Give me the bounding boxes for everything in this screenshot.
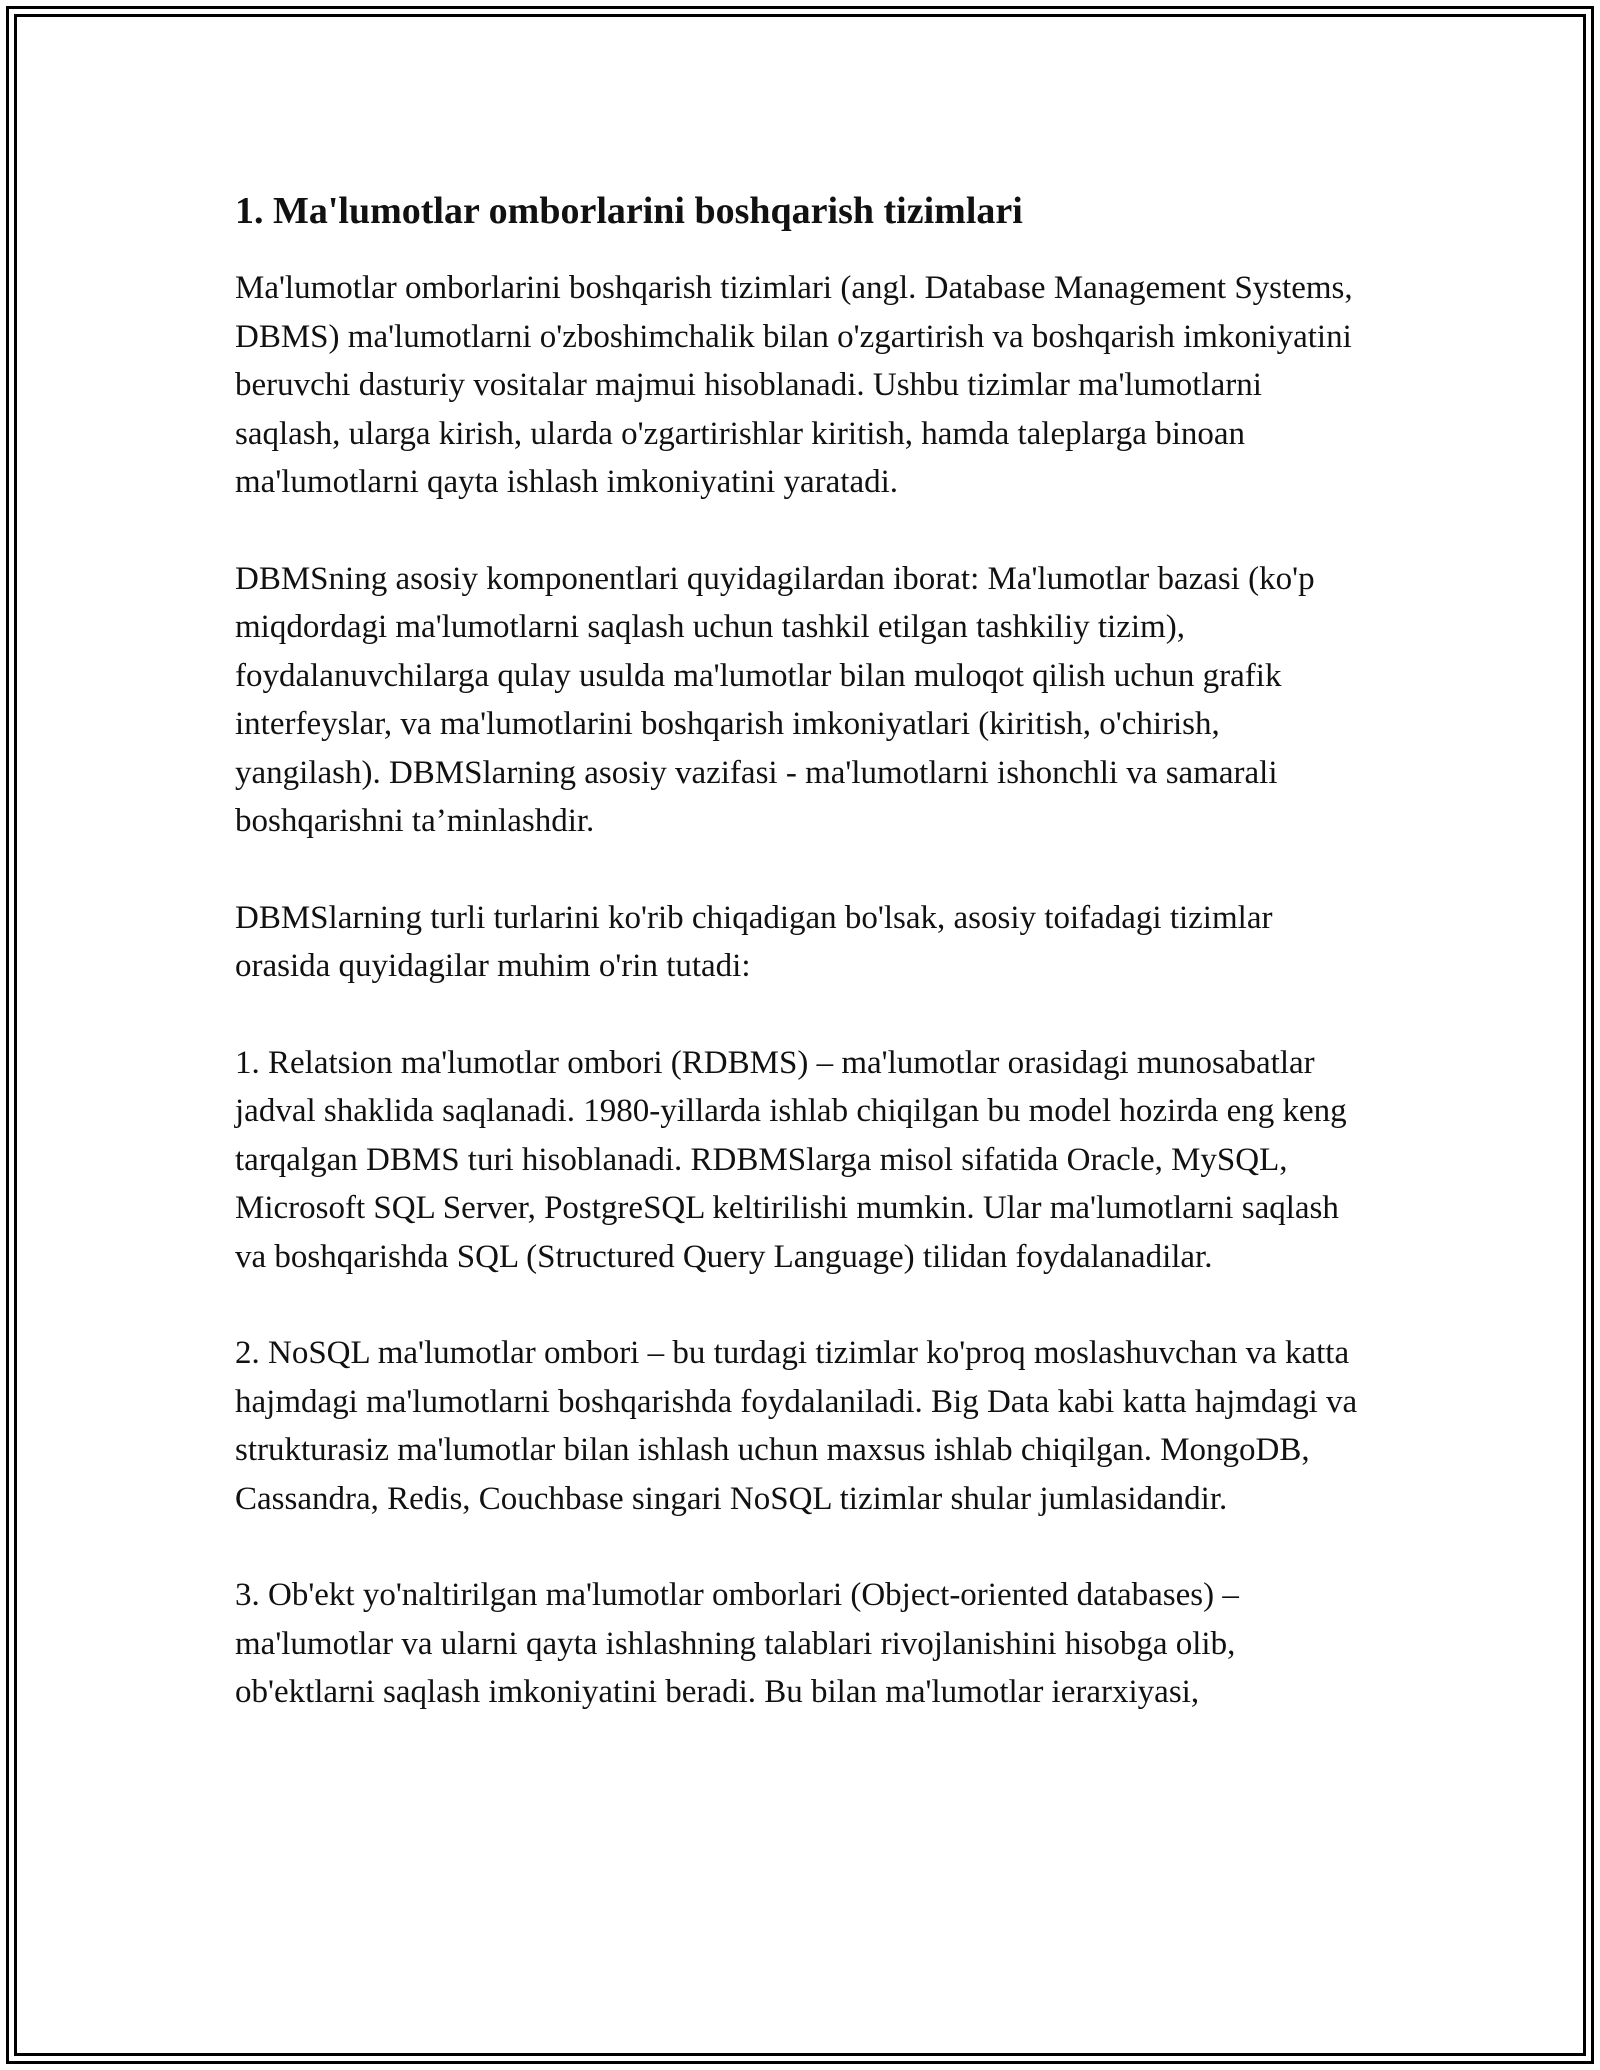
paragraph-nosql: 2. NoSQL ma'lumotlar ombori – bu turdagi tizimlar ko'proq moslashuvchan va katta hajmdagi ma'lumotlarni boshqarishda foydalaniladi. Big Data kabi katta hajmdagi va strukturasiz ma'lumotlar bilan ishlash uchun maxsus ishlab chiqilgan. MongoDB, Cassandra, Redis, Couchbase singari NoSQL tizimlar shular jumlasidandir. <box>235 1335 1358 1517</box>
paragraph-rdbms: 1. Relatsion ma'lumotlar ombori (RDBMS) – ma'lumotlar orasidagi munosabatlar jadval shaklida saqlanadi. 1980-yillarda ishlab chiqilgan bu model hozirda eng keng tarqalgan DBMS turi hisoblanadi. RDBMSlarga misol sifatida Oracle, MySQL, Microsoft SQL Server, PostgreSQL keltirilishi mumkin. Ular ma'lumotlarni saqlash va boshqarishda SQL (Structured Query Language) tilidan foydalanadilar. <box>235 1044 1347 1275</box>
document-body <box>235 186 1365 1765</box>
paragraph-object-oriented: 3. Ob'ekt yo'naltirilgan ma'lumotlar omborlari (Object-oriented databases) – ma'lumotlar va ularni qayta ishlashning talablari rivojlanishini hisobga olib, ob'ektlarni saqlash imkoniyatini beradi. Bu bilan ma'lumotlar ierarxiyasi, <box>235 1577 1239 1710</box>
section-heading: 1. Ma'lumotlar omborlarini boshqarish tizimlari <box>235 190 1023 232</box>
paragraph-dbms-components: DBMSning asosiy komponentlari quyidagilardan iborat: Ma'lumotlar bazasi (ko'p miqdordagi ma'lumotlarni saqlash uchun tashkil etilgan tashkiliy tizim), foydalanuvchilarga qulay usulda ma'lumotlar bilan muloqot qilish uchun grafik interfeyslar, va ma'lumotlarini boshqarish imkoniyatlari (kiritish, o'chirish, yangilash). DBMSlarning asosiy vazifasi - ma'lumotlarni ishonchli va samarali boshqarishni ta’minlashdir. <box>235 560 1315 839</box>
paragraph-dbms-types-intro: DBMSlarning turli turlarini ko'rib chiqadigan bo'lsak, asosiy toifadagi tizimlar orasida quyidagilar muhim o'rin tutadi: <box>235 899 1273 984</box>
paragraph-dbms-definition: Ma'lumotlar omborlarini boshqarish tizimlari (angl. Database Management Systems, DBMS) ma'lumotlarni o'zboshimchalik bilan o'zgartirish va boshqarish imkoniyatini beruvchi dasturiy vositalar majmui hisoblanadi. Ushbu tizimlar ma'lumotlarni saqlash, ularga kirish, ularda o'zgartirishlar kiritish, hamda taleplarga binoan ma'lumotlarni qayta ishlash imkoniyatini yaratadi. <box>235 270 1353 500</box>
